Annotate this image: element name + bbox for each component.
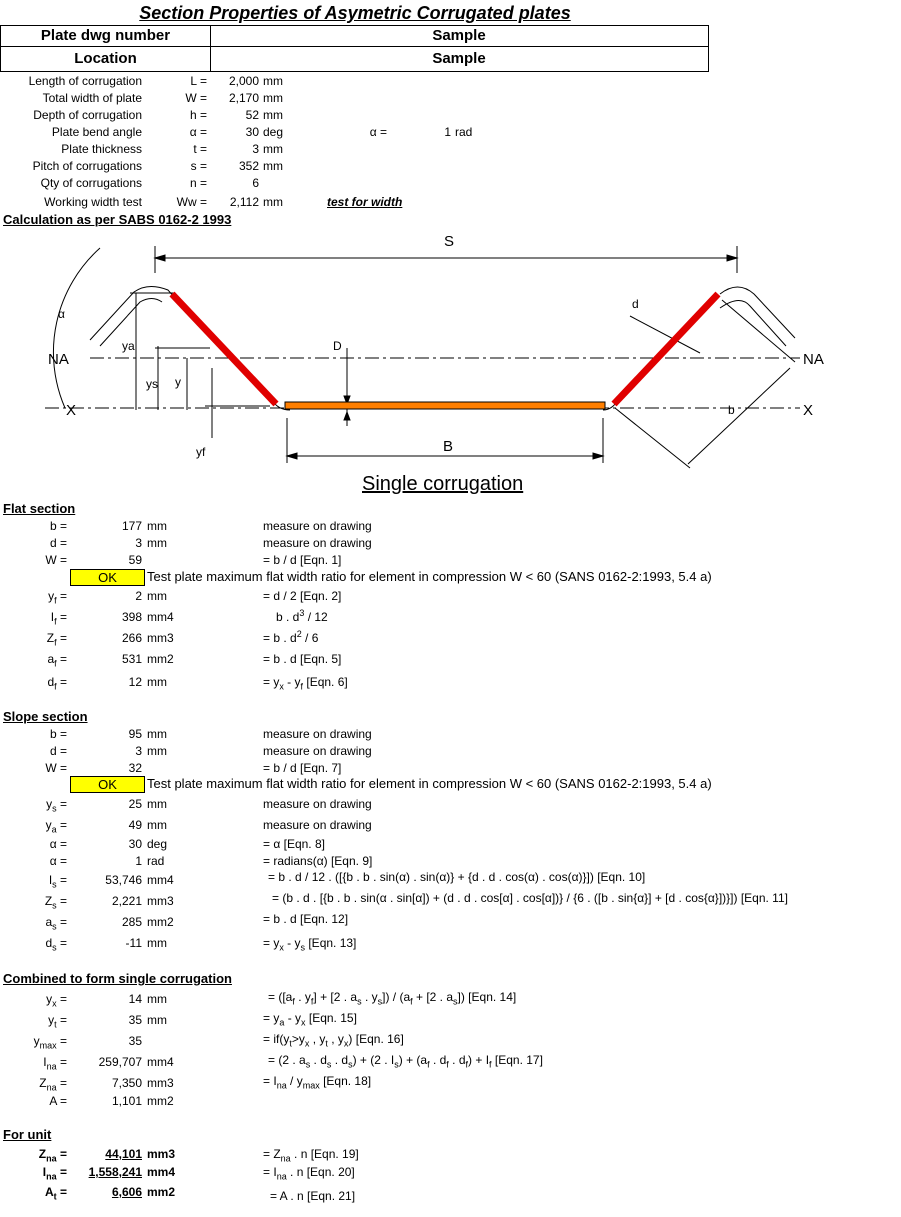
alpha-sym: α = bbox=[369, 125, 387, 139]
slope-unit: mm bbox=[147, 797, 167, 811]
combined-note: = (2 . $a_s$ . $d_s$ . $d_s) + (2$ . $I_s) + (a_f$ . $d_f$ . $d_f) + I_f$ [Eqn. 17] bbox=[268, 1053, 543, 1070]
dim-b-label: B bbox=[443, 438, 454, 455]
input-value: 6 bbox=[252, 176, 259, 190]
flat-sym: W = bbox=[45, 553, 67, 567]
slope-value: 49 bbox=[128, 818, 142, 832]
combined-unit: mm bbox=[147, 992, 167, 1006]
dim-ya-label: ya bbox=[122, 339, 135, 353]
test-for-width-link[interactable]: test for width bbox=[327, 195, 403, 209]
combined-sym: $y_x$ = bbox=[46, 992, 67, 1009]
slope-ok-badge: OK bbox=[70, 776, 145, 793]
combined-value: 1,101 bbox=[111, 1094, 142, 1108]
na-right-label: NA bbox=[803, 351, 824, 368]
dim-d-label: D bbox=[333, 339, 342, 353]
input-value: 2,112 bbox=[229, 195, 259, 209]
unit-sym: $A_t$ = bbox=[44, 1185, 67, 1202]
combined-sym: $Z_{na}$ = bbox=[39, 1076, 67, 1093]
slope-ok-note: Test plate maximum flat width ratio for element in compression W < 60 (SANS 0162-2:1993, 5.4 a) bbox=[147, 776, 712, 791]
dim-s-label: S bbox=[444, 233, 455, 250]
combined-value: 7,350 bbox=[111, 1076, 142, 1090]
combined-unit: mm2 bbox=[147, 1094, 174, 1108]
na-left-label: NA bbox=[48, 351, 69, 368]
combined-note: = $y_a - y_x$ [Eqn. 15] bbox=[263, 1011, 357, 1028]
input-unit: mm bbox=[263, 91, 283, 105]
flat-value: 398 bbox=[121, 610, 142, 624]
flat-note: measure on drawing bbox=[263, 536, 372, 550]
slope-note: = b . d [Eqn. 12] bbox=[263, 912, 349, 926]
flat-note: measure on drawing bbox=[263, 519, 372, 533]
location-row bbox=[0, 46, 709, 72]
slope-sym: d = bbox=[49, 744, 67, 758]
unit-value: 44,101 bbox=[105, 1147, 142, 1161]
input-label: Depth of corrugation bbox=[33, 108, 142, 122]
flat-unit: mm bbox=[147, 675, 167, 689]
flat-note: = b . d [Eqn. 5] bbox=[263, 652, 342, 666]
flat-ok-badge: OK bbox=[70, 569, 145, 586]
flat-note: b . $d^3 / 12$ bbox=[276, 608, 328, 624]
input-label: Pitch of corrugations bbox=[32, 159, 142, 173]
slope-value: 1 bbox=[135, 854, 142, 868]
unit-sym: $I_{na}$ = bbox=[42, 1165, 67, 1182]
slope-note: = (b . d . [{b . b . sin(α . sin[α]) + (d . d . cos[α] . cos[α])} / {6 . ([b . sin{α}] + [d . cos{α}])}]) [Eqn. 11] bbox=[272, 891, 788, 905]
flat-value: 531 bbox=[121, 652, 142, 666]
flat-unit: mm2 bbox=[147, 652, 174, 666]
flat-section-heading: Flat section bbox=[3, 501, 76, 516]
combined-note: = $if(y_t>y_x$ , $y_t$ , $y_x$) [Eqn. 16] bbox=[263, 1032, 404, 1049]
slope-value: 30 bbox=[128, 837, 142, 851]
slope-value: 3 bbox=[135, 744, 142, 758]
flat-sym: $d_f$ = bbox=[47, 675, 67, 692]
slope-value: -11 bbox=[125, 936, 142, 950]
flat-value: 266 bbox=[121, 631, 142, 645]
slope-value: 53,746 bbox=[105, 873, 142, 887]
combined-section-heading: Combined to form single corrugation bbox=[3, 971, 232, 986]
slope-note: measure on drawing bbox=[263, 797, 372, 811]
flat-unit: mm bbox=[147, 589, 167, 603]
slope-sym: $Z_s$ = bbox=[44, 894, 67, 911]
input-label: Plate thickness bbox=[61, 142, 142, 156]
dim-y-label: y bbox=[175, 375, 181, 389]
slope-value: 25 bbox=[128, 797, 142, 811]
slope-unit: mm bbox=[147, 727, 167, 741]
input-label: Qty of corrugations bbox=[40, 176, 142, 190]
slope-note: = radians(α) [Eqn. 9] bbox=[263, 854, 373, 868]
slope-unit: mm3 bbox=[147, 894, 174, 908]
flat-sym: $y_f$ = bbox=[48, 589, 67, 606]
flat-unit: mm3 bbox=[147, 631, 174, 645]
x-right-label: X bbox=[803, 402, 814, 419]
input-sym: s = bbox=[190, 159, 207, 173]
location-value: Sample bbox=[432, 50, 486, 67]
plate-dwg-value: Sample bbox=[432, 27, 486, 44]
slope-note: = b / d [Eqn. 7] bbox=[263, 761, 342, 775]
dim-ys-label: ys bbox=[146, 377, 158, 391]
flat-note: = b . $d^2 / 6$ bbox=[263, 629, 319, 645]
slope-section-heading: Slope section bbox=[3, 709, 88, 724]
page-title: Section Properties of Asymetric Corrugated plates bbox=[139, 3, 571, 23]
slope-note: measure on drawing bbox=[263, 818, 372, 832]
flat-sym: $I_f$ = bbox=[50, 610, 67, 627]
input-unit: mm bbox=[263, 74, 283, 88]
unit-value: 1,558,241 bbox=[88, 1165, 142, 1179]
combined-value: 14 bbox=[128, 992, 142, 1006]
slope-sym: $I_s$ = bbox=[48, 873, 67, 890]
dim-b-slope-label: b bbox=[728, 403, 735, 417]
flat-unit: mm bbox=[147, 536, 167, 550]
slope-note: = α [Eqn. 8] bbox=[263, 837, 325, 851]
input-value: 352 bbox=[238, 159, 259, 173]
alpha-rad-value: 1 bbox=[444, 125, 451, 139]
unit-section-heading: For unit bbox=[3, 1127, 52, 1142]
input-sym: α = bbox=[189, 125, 207, 139]
input-unit: mm bbox=[263, 159, 283, 173]
slope-unit: mm4 bbox=[147, 873, 174, 887]
unit-sym: $Z_{na}$ = bbox=[38, 1147, 67, 1164]
slope-sym: b = bbox=[49, 727, 67, 741]
input-unit: mm bbox=[263, 195, 283, 209]
slope-sym: $y_a$ = bbox=[45, 818, 67, 835]
corrugation-diagram bbox=[0, 228, 901, 500]
slope-sym: $d_s$ = bbox=[45, 936, 67, 953]
alpha-rad-unit: rad bbox=[455, 125, 473, 139]
unit-unit: mm2 bbox=[147, 1185, 176, 1199]
flat-note: = $y_x - y_f$ [Eqn. 6] bbox=[263, 675, 348, 692]
plate-dwg-label: Plate dwg number bbox=[1, 26, 211, 46]
combined-unit: mm bbox=[147, 1013, 167, 1027]
combined-sym: $y_{max}$ = bbox=[33, 1034, 67, 1051]
flat-unit: mm4 bbox=[147, 610, 174, 624]
unit-value: 6,606 bbox=[111, 1185, 142, 1199]
flat-sym: $Z_f$ = bbox=[46, 631, 67, 648]
slope-note: measure on drawing bbox=[263, 744, 372, 758]
slope-sym: α = bbox=[49, 837, 67, 851]
input-sym: L = bbox=[190, 74, 207, 88]
slope-unit: mm bbox=[147, 744, 167, 758]
dim-d-slope-label: d bbox=[632, 297, 639, 311]
flat-value: 3 bbox=[135, 536, 142, 550]
slope-unit: rad bbox=[147, 854, 165, 868]
input-label: Plate bend angle bbox=[51, 125, 142, 139]
diagram-caption: Single corrugation bbox=[362, 473, 524, 495]
slope-value: 95 bbox=[128, 727, 142, 741]
slope-sym: α = bbox=[49, 854, 67, 868]
slope-note: = b . d / 12 . ([{b . b . sin(α) . sin(α)} + {d . d . cos(α) . cos(α)}]) [Eqn. 10] bbox=[268, 870, 646, 884]
combined-value: 35 bbox=[128, 1013, 142, 1027]
slope-unit: mm bbox=[147, 936, 167, 950]
combined-unit: mm3 bbox=[147, 1076, 174, 1090]
combined-sym: $y_t$ = bbox=[48, 1013, 67, 1030]
combined-sym: A = bbox=[49, 1094, 67, 1108]
dim-yf-label: yf bbox=[196, 445, 206, 459]
flat-note: = b / d [Eqn. 1] bbox=[263, 553, 342, 567]
flat-value: 59 bbox=[128, 553, 142, 567]
input-sym: n = bbox=[189, 176, 207, 190]
slope-note: = $y_x - y_s$ [Eqn. 13] bbox=[263, 936, 357, 953]
combined-sym: $I_{na}$ = bbox=[43, 1055, 67, 1072]
combined-note: = ([$a_f$ . $y_f] + [2$ . $a_s$ . $y_s]) / (a_f + [2$ . $a_s$]) [Eqn. 14] bbox=[268, 990, 517, 1007]
location-label: Location bbox=[1, 47, 211, 71]
input-unit: mm bbox=[263, 142, 283, 156]
unit-unit: mm3 bbox=[147, 1147, 176, 1161]
flat-value: 2 bbox=[135, 589, 142, 603]
input-value: 30 bbox=[245, 125, 259, 139]
flat-sym: d = bbox=[49, 536, 67, 550]
input-sym: W = bbox=[185, 91, 207, 105]
flat-sym: b = bbox=[49, 519, 67, 533]
unit-unit: mm4 bbox=[147, 1165, 176, 1179]
slope-note: measure on drawing bbox=[263, 727, 372, 741]
unit-note: = $Z_{na}$ . n [Eqn. 19] bbox=[263, 1147, 359, 1164]
input-label: Length of corrugation bbox=[28, 74, 142, 88]
slope-value: 32 bbox=[128, 761, 142, 775]
flat-sym: $a_f$ = bbox=[47, 652, 67, 669]
unit-note: = $I_{na}$ . n [Eqn. 20] bbox=[263, 1165, 355, 1182]
input-value: 52 bbox=[245, 108, 259, 122]
slope-value: 285 bbox=[121, 915, 142, 929]
input-value: 2,170 bbox=[228, 91, 259, 105]
flat-ok-note: Test plate maximum flat width ratio for element in compression W < 60 (SANS 0162-2:1993, 5.4 a) bbox=[147, 569, 712, 584]
slope-unit: deg bbox=[147, 837, 168, 851]
combined-value: 35 bbox=[128, 1034, 142, 1048]
slope-sym: W = bbox=[45, 761, 67, 775]
combined-value: 259,707 bbox=[98, 1055, 142, 1069]
slope-value: 2,221 bbox=[111, 894, 142, 908]
input-label: Working width test bbox=[44, 195, 142, 209]
flat-note: = d / 2 [Eqn. 2] bbox=[263, 589, 342, 603]
unit-note: = A . n [Eqn. 21] bbox=[270, 1189, 356, 1203]
flat-value: 177 bbox=[121, 519, 142, 533]
combined-unit: mm4 bbox=[147, 1055, 174, 1069]
calc-heading: Calculation as per SABS 0162-2 1993 bbox=[3, 212, 232, 227]
alpha-label: α bbox=[58, 307, 65, 321]
plate-dwg-row bbox=[0, 25, 709, 47]
slope-sym: $y_s$ = bbox=[46, 797, 67, 814]
input-sym: Ww = bbox=[176, 195, 207, 209]
flat-value: 12 bbox=[128, 675, 142, 689]
input-unit: mm bbox=[263, 108, 283, 122]
input-value: 3 bbox=[252, 142, 259, 156]
input-value: 2,000 bbox=[228, 74, 259, 88]
slope-unit: mm2 bbox=[147, 915, 174, 929]
flat-unit: mm bbox=[147, 519, 167, 533]
x-left-label: X bbox=[66, 402, 77, 419]
input-unit: deg bbox=[263, 125, 284, 139]
slope-sym: $a_s$ = bbox=[45, 915, 67, 932]
input-sym: t = bbox=[193, 142, 207, 156]
slope-unit: mm bbox=[147, 818, 167, 832]
input-label: Total width of plate bbox=[42, 91, 142, 105]
combined-note: = $I_{na} / y_{max}$ [Eqn. 18] bbox=[263, 1074, 372, 1091]
input-sym: h = bbox=[189, 108, 207, 122]
